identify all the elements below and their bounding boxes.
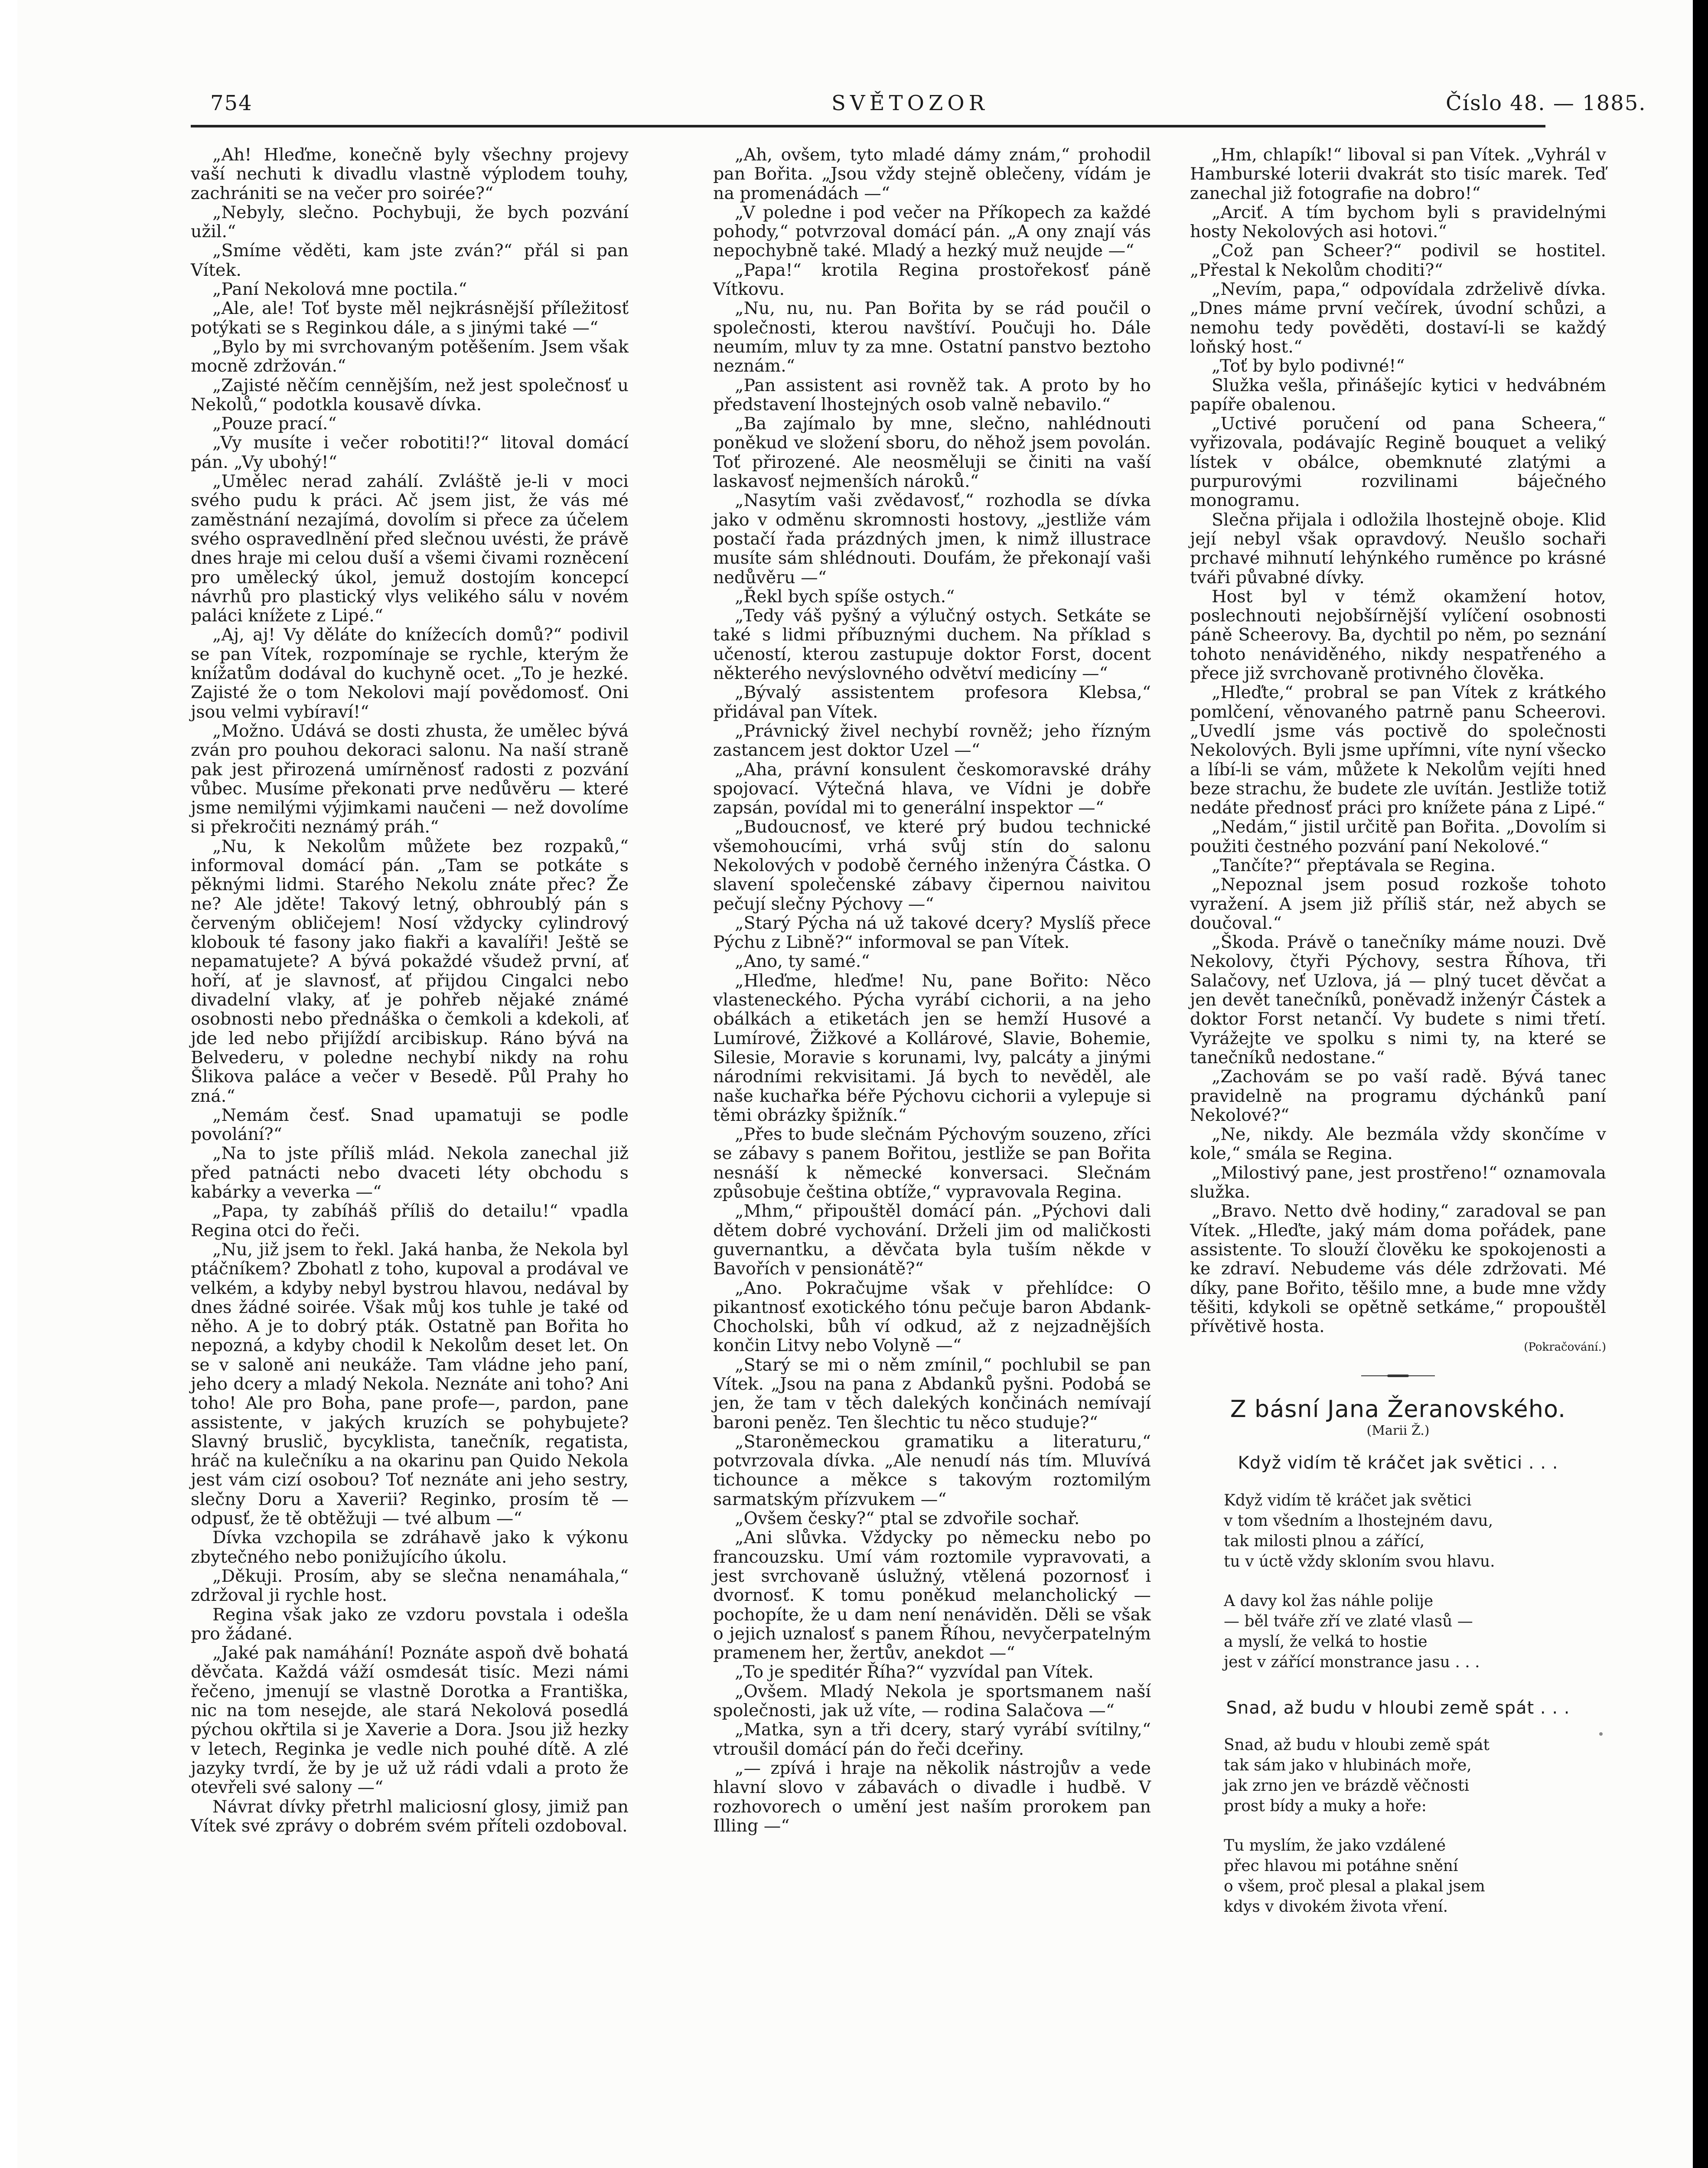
paragraph: „Zachovám se po vaší radě. Bývá tanec pravidelně na programu dýchánků paní Nekolové?“	[1190, 1067, 1606, 1125]
paragraph: „Mhm,“ připouštěl domácí pán. „Pýchovi dali dětem dobré vychování. Drželi jim od maličkosti guvernantku, a děvčata byla tuším někde v Bavořích v pensionátě?“	[713, 1201, 1151, 1279]
story-paragraphs	[1190, 145, 1606, 1336]
poem-1-heading: Když vidím tě kráčet jak světici . . .	[1238, 1453, 1558, 1473]
paragraph: Dívka vzchopila se zdráhavě jako k výkonu zbytečného nebo ponižujícího úkolu.	[191, 1528, 629, 1567]
text-column-2	[713, 145, 1151, 1835]
paragraph: „Právnický živel nechybí rovněž; jeho řízným zastancem jest doktor Uzel —“	[713, 721, 1151, 761]
poem-line: jak zrno jen ve brázdě věčnosti	[1224, 1776, 1470, 1795]
poem-2-heading: Snad, až budu v hloubi země spát . . .	[1226, 1698, 1570, 1718]
paragraph: „Nedám,“ jistil určitě pan Bořita. „Dovolím si použiti čestného pozvání paní Nekolové.“	[1190, 817, 1606, 856]
paragraph: „Hm, chlapík!“ liboval si pan Vítek. „Vyhrál v Hamburské loterii dvakrát sto tisíc marek. Teď zanechal již fotografie na dobro!“	[1190, 145, 1606, 203]
poem-line: o všem, proč plesal a plakal jsem	[1224, 1877, 1485, 1895]
poem-line: Když vidím tě kráčet jak světici	[1224, 1491, 1472, 1509]
paragraph: „Ano, ty samé.“	[735, 951, 870, 972]
poem-line: kdys v divokém života vření.	[1224, 1897, 1448, 1916]
paragraph: Slečna přijala i odložila lhostejně oboje. Klid její nebyl však opravdový. Neušlo sochaři prchavé mihnutí lehýnkého ruměnce po krásné tváři půvabné dívky.	[1190, 509, 1606, 588]
paragraph: „Umělec nerad zahálí. Zvláště je-li v moci svého pudu k práci. Ač jsem jist, že vás mé zaměstnání nezajímá, dovolím si přece za účelem svého ospravedlnění před slečnou uvésti, že právě dnes hraje mi celou duší a všemi čivami rozněcení pro umělecký úkol, jemuž dostojím koncepcí návrhů pro plastický vlys velikého sálu v novém paláci knížete z Lipé.“	[191, 471, 629, 626]
paragraph: „Hleďme, hleďme! Nu, pane Bořito: Něco vlasteneckého. Pýcha vyrábí cichorii, a na jeho obálkách a etiketách jen se hemží Husové a Lumírové, Žižkové a Kollárové, Slavie, Bohemie, Silesie, Moravie s korunami, lvy, palcáty a jinými národními rekvisitami. Já bych to nevěděl, ale naše kuchařka béře Pýchovu cichorii a vylepuje si těmi obrázky špižník.“	[713, 970, 1151, 1125]
paragraph: „Aj, aj! Vy děláte do knížecích domů?“ podivil se pan Vítek, rozpomínaje se rychle, kterým že knížatům dodával do kuchyně ocet. „To je hezké. Zajisté že o tom Nekolovi mají povědomosť. Oni jsou velmi vybíraví!“	[191, 625, 629, 722]
poem-dedication: (Marii Ž.)	[1366, 1423, 1430, 1438]
text-column-1	[191, 145, 629, 1835]
paragraph: „Vy musíte i večer robotiti!?“ litoval domácí pán. „Vy ubohý!“	[191, 433, 629, 472]
paragraph: „V poledne i pod večer na Příkopech za každé pohody,“ potvrzoval domácí pán. „A ony znají vás nepochybně také. Mladý a hezký muž neujde —“	[713, 202, 1151, 261]
poem-line: tak milosti plnou a zářící,	[1224, 1532, 1425, 1550]
paragraph: „Ovšem. Mladý Nekola je sportsmanem naší společnosti, jak už víte, — rodina Salačova —“	[713, 1681, 1151, 1721]
paragraph: „Starý se mi o něm zmínil,“ pochlubil se pan Vítek. „Jsou na pana z Abdanků pyšni. Podobá se jen, že tam v těch dalekých končinách nemívají baroni peněz. Ten šlechtic tu něco studuje?“	[713, 1355, 1151, 1433]
paragraph: „Bravo. Netto dvě hodiny,“ zaradoval se pan Vítek. „Hleďte, jaký mám doma pořádek, pane assistente. To slouží člověku ke spokojenosti a ke zdraví. Nebudeme vás déle zdržovati. Mé díky, pane Bořito, těšilo mne, a bude mne vždy těšiti, kdykoli se opětně setkáme,“ propouštěl přívětivě hosta.	[1190, 1201, 1606, 1337]
paragraph: „Škoda. Právě o tanečníky máme nouzi. Dvě Nekolovy, čtyři Pýchovy, sestra Říhova, tři Salačovy, neť Uzlova, já — plný tucet děvčat a jen devět tanečníků, poněvadž inženýr Částek a doktor Forst netančí. Vy budete s nimi třetí. Vyrážejte ve spolku s nimi ty, na které se tanečníků nedostane.“	[1190, 932, 1606, 1068]
journal-title: SVĚTOZOR	[831, 91, 989, 115]
paragraph: Návrat dívky přetrhl maliciosní glosy, jimiž pan Vítek své zprávy o dobrém svém příteli ozdoboval.	[191, 1796, 629, 1836]
paragraph: „— zpívá i hraje na několik nástrojův a vede hlavní slovo v zábavách o divadle i hudbě. V rozhovorech o umění jest naším prorokem pan Illing —“	[713, 1758, 1151, 1836]
paragraph: „Budoucnosť, ve které prý budou technické všemohoucími, vrhá svůj stín do salonu Nekolových v podobě černého inženýra Částka. O slavení společenské zábavy čipernou naivitou pečují slečny Pýchovy —“	[713, 817, 1151, 914]
continuation-note: (Pokračování.)	[1524, 1341, 1606, 1354]
page-speck	[1599, 1732, 1603, 1736]
poem-line: — běl tváře zří ve zlaté vlasů —	[1224, 1612, 1473, 1630]
paragraph: „Ovšem česky?“ ptal se zdvořile sochař.	[735, 1508, 1080, 1529]
paragraph: „Nebyly, slečno. Pochybuji, že bych pozvání užil.“	[191, 202, 629, 242]
paragraph: Regina však jako ze vzdoru povstala i odešla pro žádané.	[191, 1604, 629, 1644]
paragraph: „Staroněmeckou gramatiku a literaturu,“ potvrzovala dívka. „Ale nenudí nás tím. Mluvívá tichounce a měkce s takovým roztomilým sarmatským přízvukem —“	[713, 1431, 1151, 1509]
paragraph: „Ano. Pokračujme však v přehlídce: O pikantnosť exotického tónu pečuje baron Abdank-Chocholski, bůh ví odkud, až z nejzadnějších končin Litvy nebo Volyně —“	[713, 1278, 1151, 1356]
scan-edge-right	[1693, 0, 1708, 2168]
page-number: 754	[210, 91, 253, 115]
section-separator-ornament	[1361, 1374, 1435, 1378]
paragraph: „Nepoznal jsem posud rozkoše tohoto vyražení. A jsem již příliš stár, než abych se doučoval.“	[1190, 875, 1606, 933]
paragraph: „Bylo by mi svrchovaným potěšením. Jsem však mocně zdržován.“	[191, 336, 629, 376]
text-column-3	[1190, 145, 1606, 1917]
paragraph: „Ne, nikdy. Ale bezmála vždy skončíme v kole,“ smála se Regina.	[1190, 1124, 1606, 1164]
poem-line: tu v úctě vždy skloním svou hlavu.	[1224, 1552, 1495, 1570]
paragraph: „Hleďte,“ probral se pan Vítek z krátkého pomlčení, věnovaného patrně panu Scheerovi. „Uvedlí jsme vás poctivě do společnosti Nekolových. Byli jsme upřímni, víte nyní všecko a líbí-li se vám, můžete k Nekolům vejíti hned beze strachu, že budete zle uvítán. Jestliže totiž nedáte přednosť práci pro knížete pána z Lipé.“	[1190, 682, 1606, 818]
paragraph: „Nemám česť. Snad upamatuji se podle povolání?“	[191, 1105, 629, 1145]
paragraph: „Ale, ale! Toť byste měl nejkrásnější příležitosť potýkati se s Reginkou dále, a s jinými také —“	[191, 298, 629, 338]
poem-line: v tom všedním a lhostejném davu,	[1224, 1512, 1493, 1530]
paragraph: „Tedy váš pyšný a výlučný ostych. Setkáte se také s lidmi příbuznými duchem. Na příklad s učeností, kterou zastupuje doktor Forst, docent některého nevýslovného odvětví medicíny —“	[713, 606, 1151, 684]
paragraph: „Pan assistent asi rovněž tak. A proto by ho představení lhostejných osob valně nebavilo.“	[713, 375, 1151, 415]
paragraph: „Přes to bude slečnám Pýchovým souzeno, zříci se zábavy s panem Bořitou, jestliže se pan Bořita nesnáší k německé konversaci. Slečnám způsobuje čeština obtíže,“ vypravovala Regina.	[713, 1124, 1151, 1202]
paragraph: Služka vešla, přinášejíc kytici v hedvábném papíře obalenou.	[1190, 375, 1606, 415]
paragraph: „Což pan Scheer?“ podivil se hostitel. „Přestal k Nekolům choditi?“	[1190, 241, 1606, 280]
paragraph: „Ba zajímalo by mne, slečno, nahlédnouti poněkud ve složení sboru, do něhož jsem povolán. Toť přirozené. Ale neosměluji se činiti na vaší laskavosť nejmenších nároků.“	[713, 414, 1151, 492]
paragraph: Host byl v témž okamžení hotov, poslechnouti nejobšírnější vylíčení osobnosti páně Scheerovy. Ba, dychtil po něm, po seznání tohoto nenáviděného, nikdy nespatřeného a přece již svrchovaně protivného člověka.	[1190, 586, 1606, 684]
paragraph: „Smíme věděti, kam jste zván?“ přál si pan Vítek.	[191, 241, 629, 280]
paragraph: „Papa!“ krotila Regina prostořekosť páně Vítkovu.	[713, 260, 1151, 300]
poem-line: Snad, až budu v hloubi země spát	[1224, 1736, 1490, 1754]
poem-line: jest v zářící monstrance jasu . . .	[1224, 1653, 1480, 1671]
paragraph: „Bývalý assistentem profesora Klebsa,“ přidával pan Vítek.	[713, 682, 1151, 722]
stanza-gap	[1190, 1572, 1606, 1591]
paragraph: „Ah, ovšem, tyto mladé dámy znám,“ prohodil pan Bořita. „Jsou vždy stejně oblečeny, vídám je na promenádách —“	[713, 145, 1151, 203]
paragraph: „Arciť. A tím bychom byli s pravidelnými hosty Nekolových asi hotovi.“	[1190, 202, 1606, 242]
paragraph: „Uctivé poručení od pana Scheera,“ vyřizovala, podávajíc Regině bouquet a veliký lístek v obálce, obemknuté zlatými a purpurovými rozvilinami báječného monogramu.	[1190, 414, 1606, 511]
paragraph: „Jaké pak namáhání! Poznáte aspoň dvě bohatá děvčata. Každá váží osmdesát tisíc. Mezi námi řečeno, jmenují se vlastně Dorotka a Františka, nic na tom nesejde, ale stará Nekolová posedlá pýchou okřtila si je Xaverie a Dora. Jsou již hezky v letech, Reginka je vedle nich pouhé dítě. A zlé jazyky tvrdí, že by je už už rádi vdali a proto že otevřeli své salony —“	[191, 1643, 629, 1798]
paragraph: „Možno. Udává se dosti zhusta, že umělec bývá zván pro pouhou dekoraci salonu. Na naší straně pak jest přirozená umírněnosť radosti z pozvání vůbec. Musíme překonati prve nedůvěru — které jsme nemilými výjimkami naučeni — než dovolíme si překročiti neznámý práh.“	[191, 721, 629, 837]
paragraph: „Starý Pýcha ná už takové dcery? Myslíš přece Pýchu z Libně?“ informoval se pan Vítek.	[713, 913, 1151, 953]
paragraph: „To je speditér Říha?“ vyzvídal pan Vítek.	[735, 1662, 1094, 1682]
paragraph: „Zajisté něčím cennějším, než jest společnosť u Nekolů,“ podotkla kousavě dívka.	[191, 375, 629, 415]
paragraph: „Nevím, papa,“ odpovídala zdrželivě dívka. „Dnes máme první večírek, úvodní schůzi, a nemohu tedy pověděti, dostaví-li se každý loňský host.“	[1190, 279, 1606, 357]
paragraph: „Nu, již jsem to řekl. Jaká hanba, že Nekola byl ptáčníkem? Zbohatl z toho, kupoval a prodával ve velkém, a kdyby nebyl bystrou hlavou, nedával by dnes žádné soirée. Však můj kos tuhle je také od něho. A je to dobrý pták. Ostatně pan Bořita ho nepozná, a kdyby chodil k Nekolům deset let. On se v salоně ani neukáže. Tam vládne jeho paní, jeho dcery a mladý Nekola. Neznáte ani toho? Ani toho! Ale pro Boha, pane profe—, pardon, pane assistente, v jakých kruzích se pohybujete? Slavný bruslič, bycyklista, tanečník, regatista, hráč na kulečníku a na okarinu pan Quido Nekola jest vám cizí osobou? Toť neznáte ani jeho sestry, slečny Doru a Xaverii? Reginko, prosím tě — odpusť, že tě obtěžuji — tvé album —“	[191, 1239, 629, 1529]
poem-2-body	[1190, 1735, 1606, 1917]
poem-line: A davy kol žas náhle polije	[1224, 1592, 1434, 1610]
issue-number: Číslo 48. — 1885.	[1446, 91, 1646, 115]
poem-section-title: Z básní Jana Žeranovského.	[1230, 1395, 1566, 1423]
poem-line: a myslí, že velká to hostie	[1224, 1633, 1428, 1651]
paragraph: „Milostivý pane, jest prostřeno!“ oznamovala služka.	[1190, 1162, 1606, 1202]
poem-line: Tu myslím, že jako vzdálené	[1224, 1836, 1446, 1855]
header-rule	[191, 125, 1545, 127]
paragraph: „Děkuji. Prosím, aby se slečna nenamáhala,“ zdržoval ji rychle host.	[191, 1566, 629, 1606]
poem-line: prost bídy a muky a hoře:	[1224, 1797, 1427, 1815]
paragraph: „Ah! Hleďme, konečně byly všechny projevy vaší nechuti k divadlu vlastně výplodem touhy, zachrániti se na večer pro soirée?“	[191, 145, 629, 203]
poem-1-body	[1190, 1490, 1606, 1672]
paragraph: „Ani slůvka. Vždycky po německu nebo po francouzsku. Umí vám roztomile vypravovati, a jest svrchovaně úslužný, vtělená pozornosť i dvornosť. K tomu poněkud melancholický — pochopíte, že u dam není nenáviděn. Děli se však o jejich uznalosť s panem Říhou, nevyčerpatelným pramenem her, žertův, anekdot —“	[713, 1528, 1151, 1663]
paragraph: „Nasytím vaši zvědavosť,“ rozhodla se dívka jako v odměnu skromnosti hostovy, „jestliže vám postačí řada prázdných jmen, k nimž illustrace musíte sám shlédnouti. Doufám, že překonají vaši nedůvěru —“	[713, 490, 1151, 588]
poem-line: tak sám jako v hlubinách moře,	[1224, 1756, 1472, 1774]
paragraph: „Matka, syn a tři dcery, starý vyrábí svítilny,“ vtroušil domácí pán do řeči dceřiny.	[713, 1720, 1151, 1759]
paragraph: „Toť by bylo podivné!“	[1212, 356, 1405, 376]
paragraph: „Pouze prací.“	[212, 414, 337, 434]
paragraph: „Na to jste příliš mlád. Nekola zanechal již před patnácti nebo dvaceti léty obchodu s kabárky a veverka —“	[191, 1143, 629, 1202]
stanza-gap	[1190, 1816, 1606, 1835]
paragraph: „Aha, právní konsulent českomoravské dráhy spojovací. Výtečná hlava, ve Vídni je dobře zapsán, povídal mi to generální inspektor —“	[713, 759, 1151, 818]
paragraph: „Paní Nekolová mne poctila.“	[212, 279, 467, 300]
poem-line: přec hlavou mi potáhne snění	[1224, 1857, 1458, 1875]
paragraph: „Papa, ty zabíháš příliš do detailu!“ vpadla Regina otci do řeči.	[191, 1201, 629, 1241]
paragraph: „Nu, nu, nu. Pan Bořita by se rád poučil o společnosti, kterou navštíví. Poučuji ho. Dále neumím, mluv ty za mne. Ostatní panstvo beztoho neznám.“	[713, 298, 1151, 376]
paragraph: „Tančíte?“ přeptávala se Regina.	[1212, 855, 1496, 875]
paragraph: „Nu, k Nekolům můžete bez rozpaků,“ informoval domácí pán. „Tam se potkáte s pěknými lidmi. Starého Nekolu znáte přec? Že ne? Ale jděte! Takový letný, obhroublý pán s červeným obličejem! Nosí vždycky cylindrový klobouk té fasony jako fiakři a kavalíři! Ještě se nepamatujete? A bývá pokaždé všudež první, ať hoří, ať je slavnosť, ať přijdou Cingalci nebo divadelní vlaky, ať je pohřeb nějaké známé osobnosti nebo přednáška o čemkoli a kdekoli, ať jde led nebo přijíždí arcibiskup. Ráno bývá na Belvederu, v poledne nechybí nikdy na rohu Šlikova paláce a večer v Besedě. Půl Prahy ho zná.“	[191, 836, 629, 1106]
paragraph: „Řekl bych spíše ostych.“	[735, 586, 955, 607]
